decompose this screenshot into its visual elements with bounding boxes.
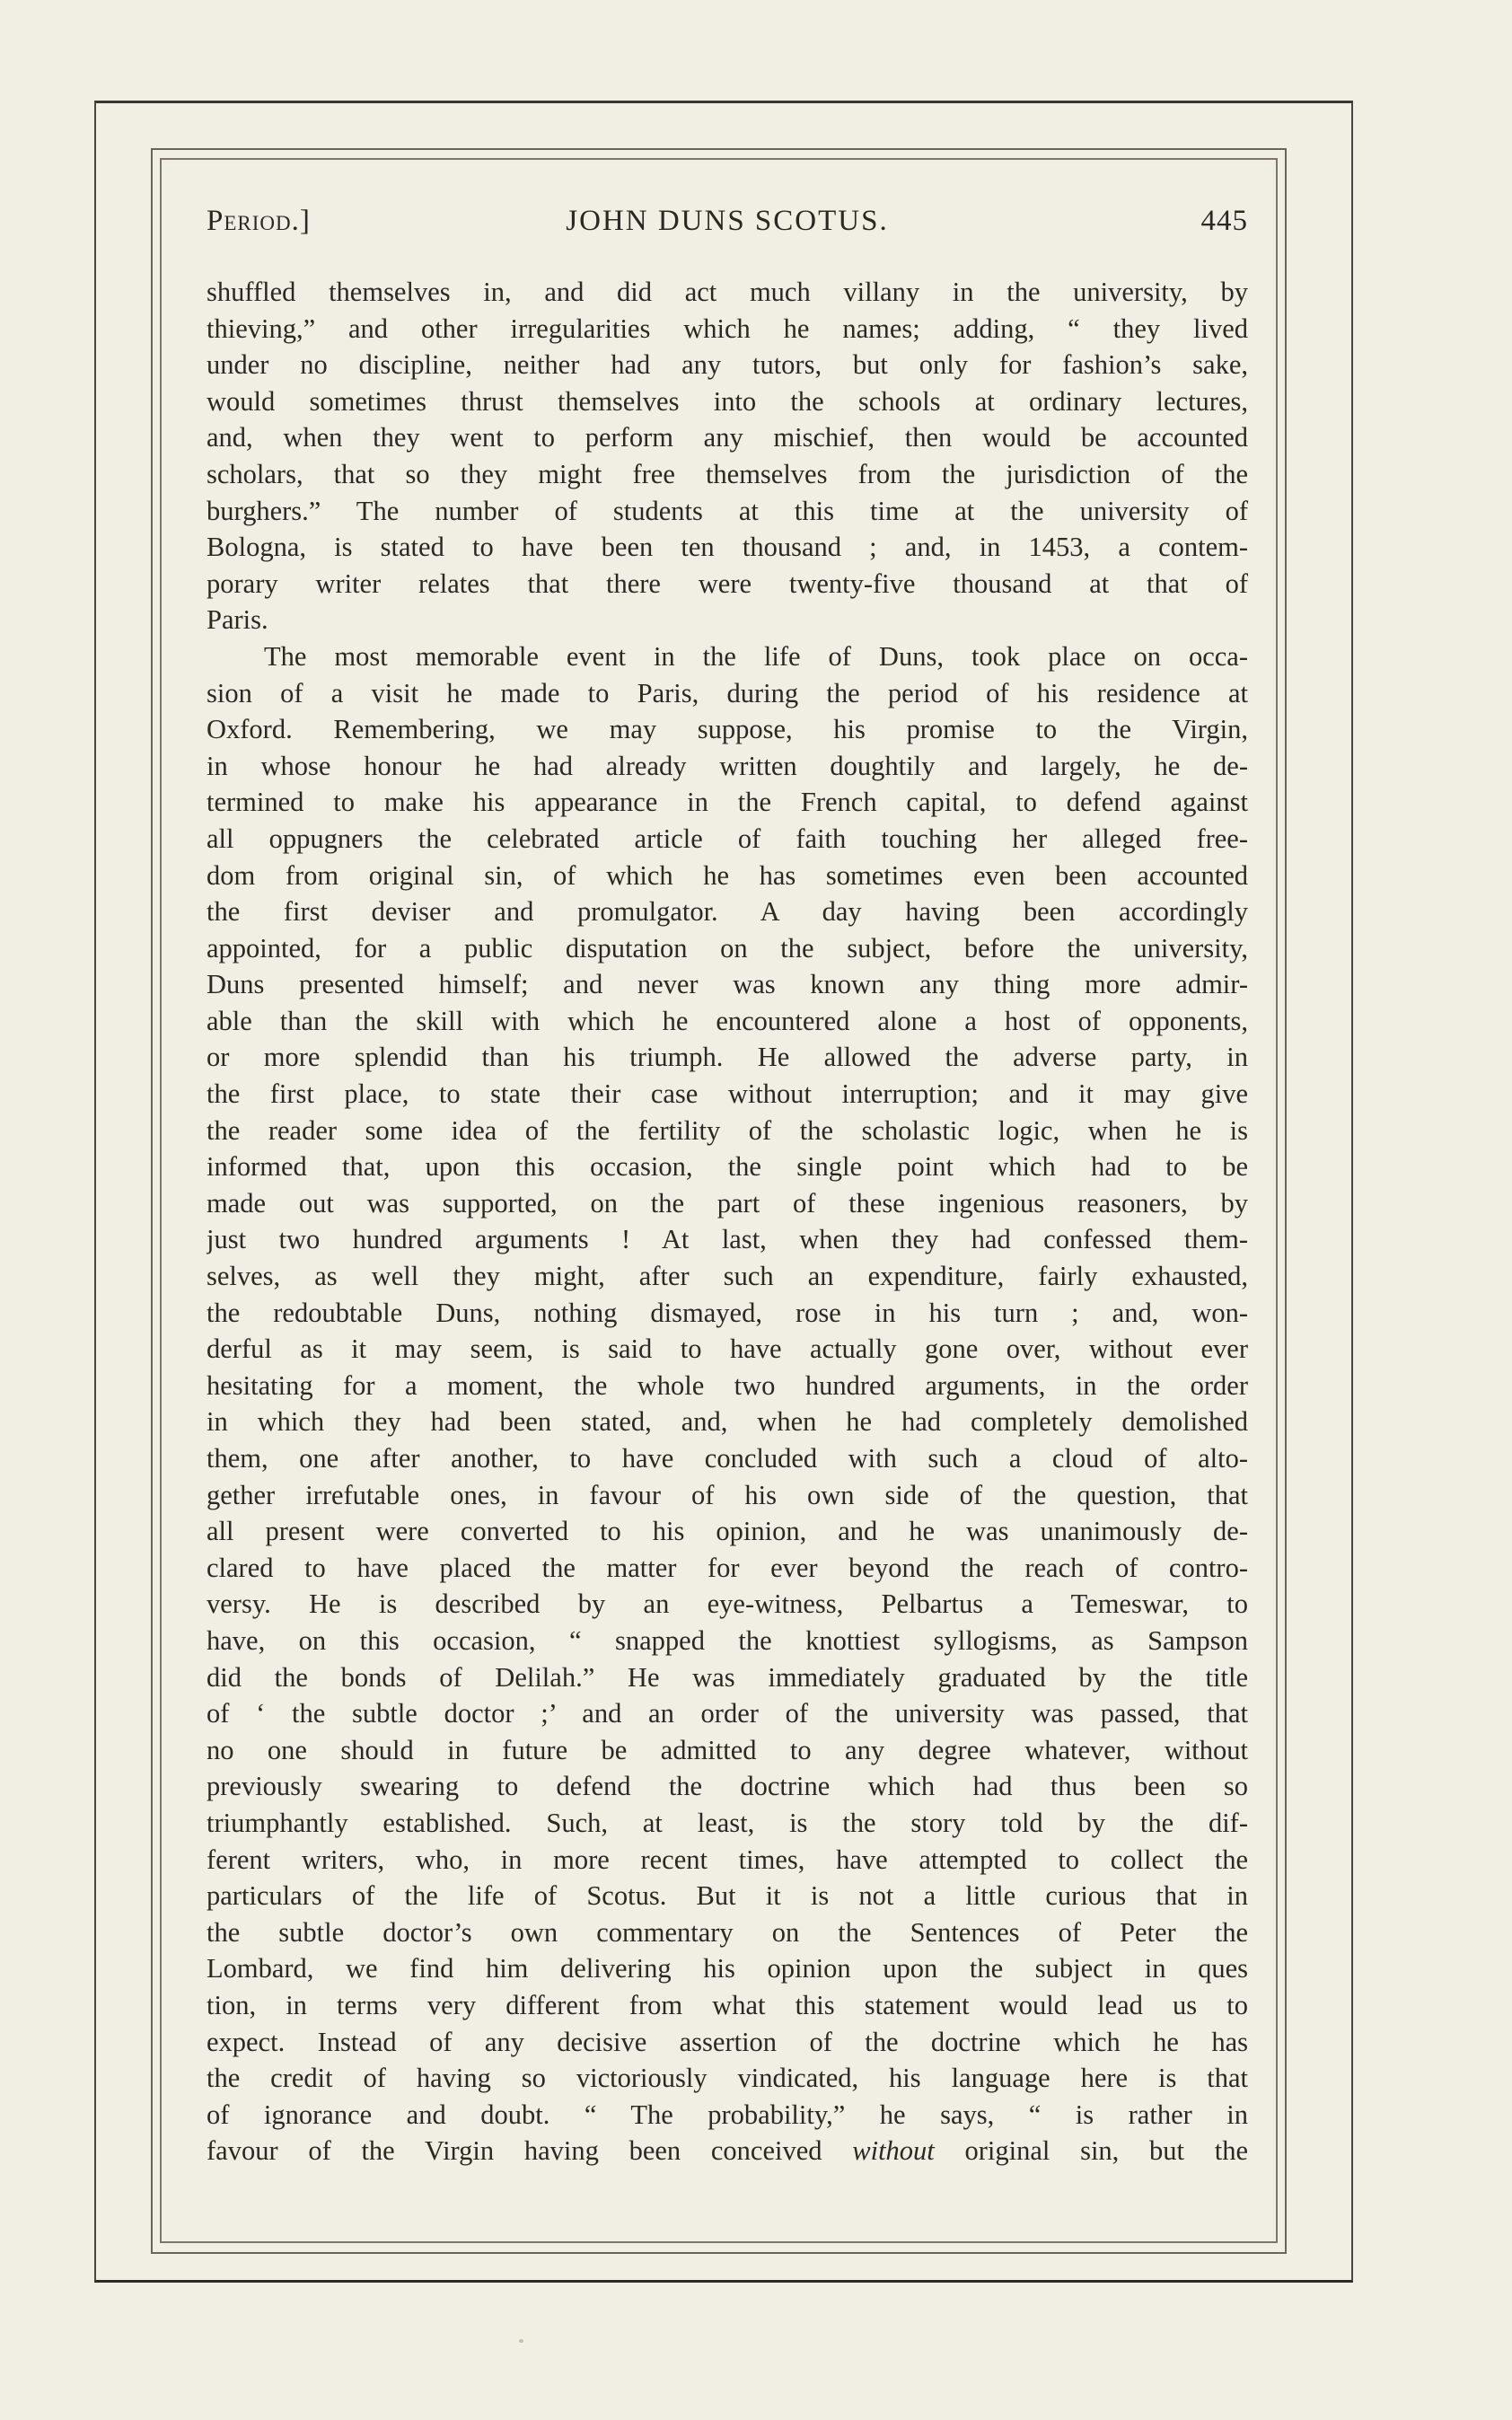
- running-header: [207, 205, 1248, 250]
- final-line-end: original sin, but the: [934, 2135, 1248, 2167]
- text-line: under no discipline, neither had any tutors, but only for fashion’s sake,: [207, 349, 1248, 381]
- text-line: particulars of the life of Scotus. But it is not a little curious that in: [207, 1880, 1248, 1912]
- text-line: or more splendid than his triumph. He allowed the adverse party, in: [207, 1042, 1248, 1073]
- text-line: would sometimes thrust themselves into the schools at ordinary lectures,: [207, 385, 1248, 417]
- text-line: dom from original sin, of which he has sometimes even been accounted: [207, 859, 1248, 891]
- text-line: have, on this occasion, “ snapped the knottiest syllogisms, as Sampson: [207, 1624, 1248, 1656]
- text-line: triumphantly established. Such, at least, is the story told by the dif-: [207, 1807, 1248, 1838]
- text-line: thieving,” and other irregularities which he names; adding, “ they lived: [207, 312, 1248, 344]
- text-line: expect. Instead of any decisive assertion of the doctrine which he has: [207, 2026, 1248, 2057]
- text-line: selves, as well they might, after such an expenditure, fairly exhausted,: [207, 1261, 1248, 1292]
- text-line: previously swearing to defend the doctrine which had thus been so: [207, 1771, 1248, 1802]
- text-line: informed that, upon this occasion, the single point which had to be: [207, 1151, 1248, 1183]
- paragraph-end-line: Paris.: [207, 604, 268, 636]
- text-line: them, one after another, to have concluded with such a cloud of alto-: [207, 1443, 1248, 1474]
- text-line: hesitating for a moment, the whole two hundred arguments, in the order: [207, 1369, 1248, 1401]
- text-line: the first deviser and promulgator. A day having been accordingly: [207, 896, 1248, 928]
- text-line: Lombard, we find him delivering his opinion upon the subject in ques: [207, 1953, 1248, 1984]
- page-number: 445: [1200, 205, 1248, 237]
- paper-speck: [519, 2339, 523, 2343]
- emphasized-word: without: [852, 2135, 935, 2167]
- text-line: in whose honour he had already written doughtily and largely, he de-: [207, 750, 1248, 781]
- text-line: porary writer relates that there were twenty-five thousand at that of: [207, 568, 1248, 599]
- final-line-start: favour of the Virgin having been conceived: [207, 2135, 853, 2167]
- text-line: Oxford. Remembering, we may suppose, his promise to the Virgin,: [207, 714, 1248, 745]
- text-line: able than the skill with which he encountered alone a host of opponents,: [207, 1005, 1248, 1036]
- text-line: versy. He is described by an eye-witness, Pelbartus a Temeswar, to: [207, 1588, 1248, 1620]
- final-text-line: [207, 2133, 1248, 2169]
- text-line: of ‘ the subtle doctor ;’ and an order of the university was passed, that: [207, 1698, 1248, 1729]
- text-line: all oppugners the celebrated article of faith touching her alleged free-: [207, 823, 1248, 854]
- text-line: clared to have placed the matter for ever beyond the reach of contro-: [207, 1552, 1248, 1583]
- text-line: gether irrefutable ones, in favour of his own side of the question, that: [207, 1479, 1248, 1510]
- text-line: the reader some idea of the fertility of the scholastic logic, when he is: [207, 1114, 1248, 1146]
- text-line: Duns presented himself; and never was known any thing more admir-: [207, 969, 1248, 1000]
- text-line: ferent writers, who, in more recent times, have attempted to collect the: [207, 1844, 1248, 1875]
- text-line: sion of a visit he made to Paris, during the period of his residence at: [207, 677, 1248, 708]
- text-line: derful as it may seem, is said to have actually gone over, without ever: [207, 1333, 1248, 1365]
- header-title: JOHN DUNS SCOTUS.: [566, 205, 889, 237]
- text-line: Bologna, is stated to have been ten thousand ; and, in 1453, a contem-: [207, 532, 1248, 563]
- text-line: appointed, for a public disputation on the subject, before the university,: [207, 932, 1248, 964]
- text-line: termined to make his appearance in the French capital, to defend against: [207, 787, 1248, 818]
- text-line: burghers.” The number of students at this time at the university of: [207, 495, 1248, 526]
- body-text: [207, 274, 1248, 2169]
- text-line: the first place, to state their case without interruption; and it may give: [207, 1078, 1248, 1110]
- text-line: of ignorance and doubt. “ The probability,” he says, “ is rather in: [207, 2099, 1248, 2130]
- text-line: the credit of having so victoriously vindicated, his language here is that: [207, 2063, 1248, 2094]
- text-line: in which they had been stated, and, when he had completely demolished: [207, 1406, 1248, 1438]
- text-line: all present were converted to his opinion, and he was unanimously de-: [207, 1516, 1248, 1547]
- header-period-label: Period.]: [207, 205, 311, 237]
- text-line: no one should in future be admitted to any degree whatever, without: [207, 1734, 1248, 1765]
- text-line: the subtle doctor’s own commentary on the Sentences of Peter the: [207, 1916, 1248, 1948]
- text-line: and, when they went to perform any mischief, then would be accounted: [207, 422, 1248, 453]
- text-line: just two hundred arguments ! At last, when they had confessed them-: [207, 1224, 1248, 1255]
- text-line: tion, in terms very different from what this statement would lead us to: [207, 1989, 1248, 2020]
- text-line: shuffled themselves in, and did act much villany in the university, by: [207, 277, 1248, 307]
- text-line: scholars, that so they might free themselves from the jurisdiction of the: [207, 458, 1248, 489]
- text-line: the redoubtable Duns, nothing dismayed, rose in his turn ; and, won-: [207, 1297, 1248, 1328]
- paragraph-first-line: The most memorable event in the life of Duns, took place on occa-: [264, 640, 1248, 672]
- text-line: made out was supported, on the part of these ingenious reasoners, by: [207, 1187, 1248, 1219]
- text-line: did the bonds of Delilah.” He was immediately graduated by the title: [207, 1661, 1248, 1693]
